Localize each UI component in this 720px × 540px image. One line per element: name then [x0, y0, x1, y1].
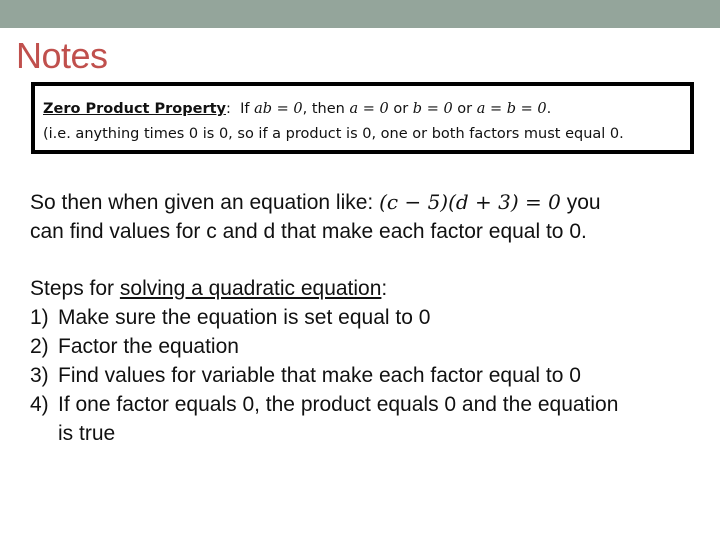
step-text: Factor the equation: [58, 335, 239, 358]
slide-title: Notes: [16, 35, 108, 76]
steps-heading-colon: :: [381, 277, 388, 300]
if-word: If: [240, 101, 250, 117]
paragraph-gap: [30, 246, 710, 274]
step-4-continuation: is true: [58, 422, 116, 445]
or-word-2: or: [457, 101, 473, 117]
step-item-3: [30, 361, 710, 390]
top-accent-bar: [0, 0, 720, 28]
step-text: If one factor equals 0, the product equals 0 and the equation: [58, 393, 619, 416]
step-item-1: [30, 303, 710, 332]
steps-heading: [30, 274, 710, 303]
property-name: Zero Product Property: [43, 101, 227, 117]
step-number: 1): [30, 306, 49, 329]
step-number: 4): [30, 393, 49, 416]
case-b-equation: b = 0: [412, 101, 453, 117]
intro-before-equation: So then when given an equation like:: [30, 191, 380, 214]
step-text: Find values for variable that make each factor equal to 0: [58, 364, 581, 387]
statement-period: .: [546, 101, 552, 117]
or-word-1: or: [393, 101, 409, 117]
step-text: Make sure the equation is set equal to 0: [58, 306, 431, 329]
premise-equation: ab = 0: [254, 101, 303, 117]
step-item-4: [30, 390, 710, 419]
intro-line-2: can find values for c and d that make each factor equal to 0.: [30, 220, 587, 243]
property-explanation: (i.e. anything times 0 is 0, so if a product is 0, one or both factors must equal 0.: [43, 126, 624, 142]
case-a-equation: a = 0: [349, 101, 389, 117]
intro-after-equation: you: [560, 191, 601, 214]
intro-line-1: [30, 188, 710, 217]
case-ab-equation: a = b = 0: [476, 101, 547, 117]
step-number: 2): [30, 335, 49, 358]
example-equation: (c − 5)(d + 3) = 0: [379, 190, 561, 214]
zero-product-property-box: [31, 82, 694, 154]
step-item-2: [30, 332, 710, 361]
steps-heading-label: Steps for: [30, 277, 120, 300]
step-number: 3): [30, 364, 49, 387]
quadratic-equation-link[interactable]: solving a quadratic equation: [119, 277, 382, 300]
property-colon: :: [226, 101, 231, 117]
notes-body: [30, 188, 710, 448]
then-word: , then: [302, 101, 345, 117]
property-statement: [43, 97, 690, 122]
